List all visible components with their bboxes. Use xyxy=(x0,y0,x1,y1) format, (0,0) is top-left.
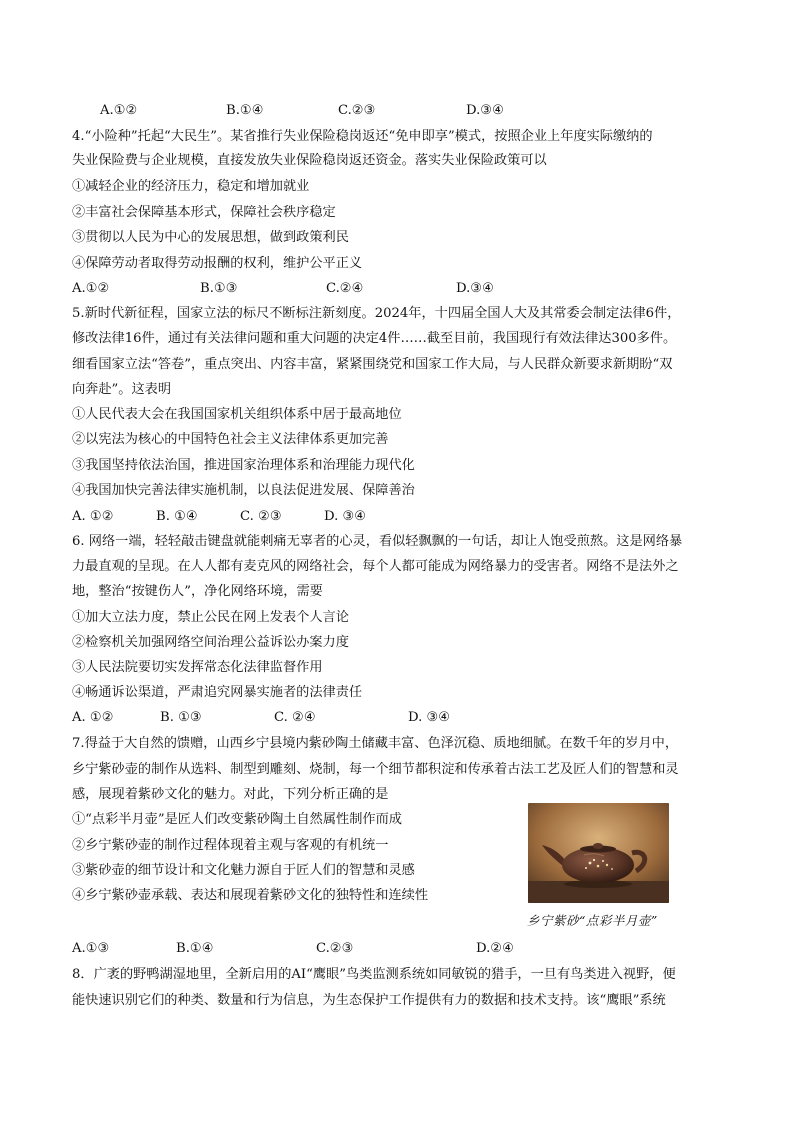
q5-item-2: ②以宪法为核心的中国特色社会主义法律体系更加完善 xyxy=(72,432,389,447)
q7-options xyxy=(72,939,722,959)
q3-option-c: C.②③ xyxy=(338,103,376,118)
q3-options xyxy=(72,101,722,121)
q3-option-d: D.③④ xyxy=(466,103,504,118)
q4-stem-line: 4.“小险种”托起“大民生”。某省推行失业保险稳岗返还“免申即享”模式，按照企业上年度实际缴纳的 xyxy=(72,129,653,144)
q5-item-3: ③我国坚持依法治国，推进国家治理体系和治理能力现代化 xyxy=(72,458,415,473)
q4-stem-line: 失业保险费与企业规模，直接发放失业保险稳岗返还资金。落实失业保险政策可以 xyxy=(72,153,547,168)
q7-stem-line: 感，展现着紫砂文化的魅力。对此，下列分析正确的是 xyxy=(72,787,389,802)
q4-item-4: ④保障劳动者取得劳动报酬的权利，维护公平正义 xyxy=(72,256,363,271)
q5-option-d: D. ③④ xyxy=(324,509,367,524)
q6-options xyxy=(72,708,722,728)
q7-item-1: ①“点彩半月壶”是匠人们改变紫砂陶土自然属性制作而成 xyxy=(72,812,402,827)
q4-option-c: C.②④ xyxy=(326,281,364,296)
q7-item-4: ④乡宁紫砂壶承载、表达和展现着紫砂文化的独特性和连续性 xyxy=(72,888,429,903)
q5-option-b: B. ①④ xyxy=(156,509,198,524)
q7-stem-line: 乡宁紫砂壶的制作从选料、制型到雕刻、烧制，每一个细节都积淀和传承着古法工艺及匠人们的智慧和灵 xyxy=(72,762,679,777)
q7-stem-line: 7.得益于大自然的馈赠，山西乡宁县境内紫砂陶土储藏丰富、色泽沉稳、质地细腻。在数千年的岁月中， xyxy=(72,736,679,751)
q6-stem-line: 力最直观的呈现。在人人都有麦克风的网络社会，每个人都可能成为网络暴力的受害者。网络不是法外之 xyxy=(72,559,679,574)
q5-item-1: ①人民代表大会在我国国家机关组织体系中居于最高地位 xyxy=(72,407,402,422)
q4-item-2: ②丰富社会保障基本形式，保障社会秩序稳定 xyxy=(72,205,336,220)
q4-item-1: ①减轻企业的经济压力，稳定和增加就业 xyxy=(72,179,310,194)
q7-item-2: ②乡宁紫砂壶的制作过程体现着主观与客观的有机统一 xyxy=(72,838,389,853)
q7-item-3: ③紫砂壶的细节设计和文化魅力源自于匠人们的智慧和灵感 xyxy=(72,863,415,878)
q6-stem-line: 6. 网络一端，轻轻敲击键盘就能刺痛无辜者的心灵，看似轻飘飘的一句话，却让人饱受煎熬。这是网络暴 xyxy=(72,534,683,549)
q5-stem-line: 修改法律16件，通过有关法律问题和重大问题的决定4件……截至目前，我国现行有效法律达300多件。 xyxy=(72,331,677,346)
q5-option-a: A. ①② xyxy=(72,509,114,524)
q6-option-b: B. ①③ xyxy=(160,710,202,725)
q6-stem-line: 地，整治“按键伤人”，净化网络环境，需要 xyxy=(72,584,323,599)
q8-stem-line: 8．广袤的野鸭湖湿地里，全新启用的AI“鹰眼”鸟类监测系统如同敏锐的猎手，一旦有鸟类进入视野，便 xyxy=(72,967,676,982)
q5-stem-line: 向奔赴”。这表明 xyxy=(72,382,172,397)
photo-caption: 乡宁紫砂“点彩半月壶” xyxy=(527,913,658,928)
q6-item-2: ②检察机关加强网络空间治理公益诉讼办案力度 xyxy=(72,635,349,650)
q4-option-a: A.①② xyxy=(72,281,110,296)
q4-item-3: ③贯彻以人民为中心的发展思想，做到政策利民 xyxy=(72,230,349,245)
q3-option-b: B.①④ xyxy=(226,103,264,118)
q7-option-d: D.②④ xyxy=(476,941,514,956)
teapot-illustration xyxy=(528,803,669,903)
q6-option-d: D. ③④ xyxy=(408,710,451,725)
q4-options xyxy=(72,279,722,299)
q6-item-3: ③人民法院要切实发挥常态化法律监督作用 xyxy=(72,660,323,675)
q6-item-1: ①加大立法力度，禁止公民在网上发表个人言论 xyxy=(72,610,349,625)
q4-option-b: B.①③ xyxy=(200,281,238,296)
q7-option-c: C.②③ xyxy=(316,941,354,956)
q7-option-a: A.①③ xyxy=(72,941,110,956)
q6-option-c: C. ②④ xyxy=(274,710,316,725)
q6-option-a: A. ①② xyxy=(72,710,114,725)
q7-option-b: B.①④ xyxy=(176,941,214,956)
q5-option-c: C. ②③ xyxy=(240,509,282,524)
q5-stem-line: 5.新时代新征程，国家立法的标尺不断标注新刻度。2024年，十四届全国人大及其常委会制定法律6件， xyxy=(72,306,681,321)
q5-options xyxy=(72,507,722,527)
q3-option-a: A.①② xyxy=(100,103,138,118)
q8-stem-line: 能快速识别它们的种类、数量和行为信息，为生态保护工作提供有力的数据和技术支持。该“鹰眼”系统 xyxy=(72,993,666,1008)
q5-stem-line: 细看国家立法“答卷”，重点突出、内容丰富，紧紧围绕党和国家工作大局，与人民群众新要求新期盼“双 xyxy=(72,357,673,372)
q5-item-4: ④我国加快完善法律实施机制，以良法促进发展、保障善治 xyxy=(72,483,415,498)
q4-option-d: D.③④ xyxy=(456,281,494,296)
teapot-photo xyxy=(528,803,669,903)
q6-item-4: ④畅通诉讼渠道，严肃追究网暴实施者的法律责任 xyxy=(72,685,363,700)
